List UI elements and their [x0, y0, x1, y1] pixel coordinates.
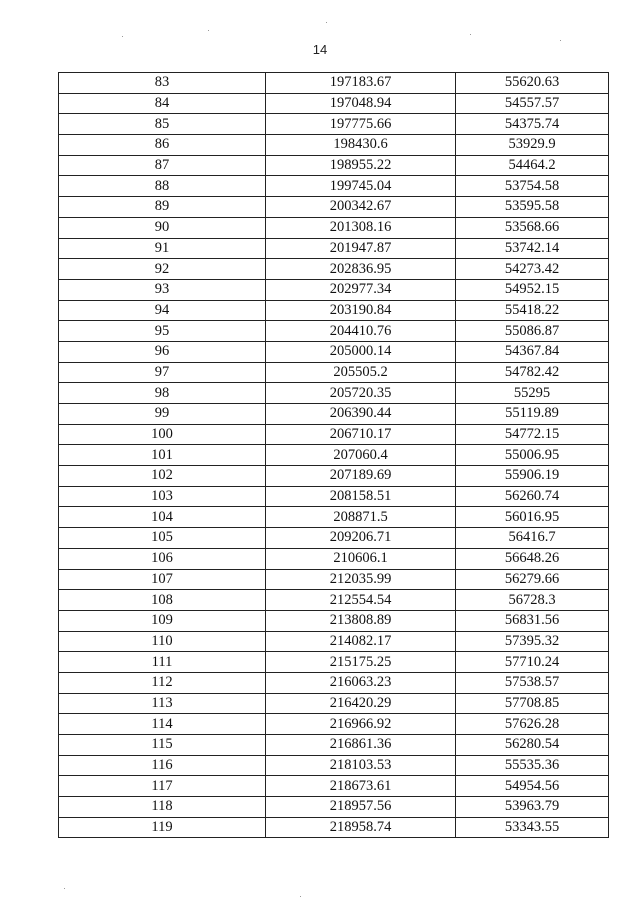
row-index-cell: 100	[59, 424, 266, 445]
first-value-cell: 218958.74	[266, 817, 456, 838]
row-index-cell: 88	[59, 176, 266, 197]
second-value-cell: 57710.24	[456, 652, 609, 673]
row-index-cell: 111	[59, 652, 266, 673]
row-index-cell: 116	[59, 755, 266, 776]
first-value-cell: 205000.14	[266, 341, 456, 362]
table-row	[59, 341, 609, 362]
first-value-cell: 209206.71	[266, 528, 456, 549]
first-value-cell: 200342.67	[266, 197, 456, 218]
second-value-cell: 54464.2	[456, 155, 609, 176]
second-value-cell: 56280.54	[456, 735, 609, 756]
first-value-cell: 207189.69	[266, 466, 456, 487]
row-index-cell: 86	[59, 135, 266, 156]
row-index-cell: 108	[59, 590, 266, 611]
second-value-cell: 53595.58	[456, 197, 609, 218]
row-index-cell: 83	[59, 73, 266, 94]
first-value-cell: 198430.6	[266, 135, 456, 156]
row-index-cell: 98	[59, 383, 266, 404]
first-value-cell: 201947.87	[266, 238, 456, 259]
first-value-cell: 212554.54	[266, 590, 456, 611]
second-value-cell: 54375.74	[456, 114, 609, 135]
row-index-cell: 104	[59, 507, 266, 528]
second-value-cell: 54782.42	[456, 362, 609, 383]
first-value-cell: 197775.66	[266, 114, 456, 135]
table-row	[59, 93, 609, 114]
second-value-cell: 57538.57	[456, 672, 609, 693]
first-value-cell: 216861.36	[266, 735, 456, 756]
row-index-cell: 96	[59, 341, 266, 362]
table-row	[59, 652, 609, 673]
second-value-cell: 53568.66	[456, 217, 609, 238]
first-value-cell: 216420.29	[266, 693, 456, 714]
table-row	[59, 693, 609, 714]
first-value-cell: 216966.92	[266, 714, 456, 735]
second-value-cell: 56016.95	[456, 507, 609, 528]
second-value-cell: 57395.32	[456, 631, 609, 652]
second-value-cell: 55295	[456, 383, 609, 404]
page-number: 14	[312, 42, 328, 57]
row-index-cell: 92	[59, 259, 266, 280]
table-row	[59, 259, 609, 280]
second-value-cell: 55620.63	[456, 73, 609, 94]
table-row	[59, 486, 609, 507]
second-value-cell: 56260.74	[456, 486, 609, 507]
second-value-cell: 53754.58	[456, 176, 609, 197]
table-row	[59, 735, 609, 756]
first-value-cell: 199745.04	[266, 176, 456, 197]
first-value-cell: 203190.84	[266, 300, 456, 321]
table-row	[59, 300, 609, 321]
second-value-cell: 54954.56	[456, 776, 609, 797]
first-value-cell: 212035.99	[266, 569, 456, 590]
scan-speck	[208, 30, 209, 31]
second-value-cell: 56416.7	[456, 528, 609, 549]
row-index-cell: 119	[59, 817, 266, 838]
table-row	[59, 672, 609, 693]
table-row	[59, 73, 609, 94]
first-value-cell: 216063.23	[266, 672, 456, 693]
row-index-cell: 110	[59, 631, 266, 652]
table-row	[59, 817, 609, 838]
row-index-cell: 93	[59, 279, 266, 300]
first-value-cell: 202977.34	[266, 279, 456, 300]
table-row	[59, 797, 609, 818]
table-row	[59, 197, 609, 218]
second-value-cell: 54952.15	[456, 279, 609, 300]
first-value-cell: 218103.53	[266, 755, 456, 776]
second-value-cell: 55006.95	[456, 445, 609, 466]
second-value-cell: 54273.42	[456, 259, 609, 280]
table-row	[59, 714, 609, 735]
scan-speck	[470, 34, 471, 35]
first-value-cell: 205720.35	[266, 383, 456, 404]
table-row	[59, 548, 609, 569]
first-value-cell: 213808.89	[266, 610, 456, 631]
table-row	[59, 217, 609, 238]
table-row	[59, 238, 609, 259]
table-row	[59, 466, 609, 487]
table-row	[59, 528, 609, 549]
first-value-cell: 204410.76	[266, 321, 456, 342]
table-row	[59, 569, 609, 590]
first-value-cell: 208158.51	[266, 486, 456, 507]
table-row	[59, 176, 609, 197]
first-value-cell: 210606.1	[266, 548, 456, 569]
second-value-cell: 55418.22	[456, 300, 609, 321]
second-value-cell: 56728.3	[456, 590, 609, 611]
row-index-cell: 107	[59, 569, 266, 590]
data-table	[58, 72, 609, 838]
table-row	[59, 114, 609, 135]
row-index-cell: 114	[59, 714, 266, 735]
second-value-cell: 53929.9	[456, 135, 609, 156]
table-row	[59, 279, 609, 300]
second-value-cell: 53963.79	[456, 797, 609, 818]
row-index-cell: 87	[59, 155, 266, 176]
first-value-cell: 218673.61	[266, 776, 456, 797]
scan-speck	[122, 36, 123, 37]
table-row	[59, 155, 609, 176]
second-value-cell: 56279.66	[456, 569, 609, 590]
table-row	[59, 383, 609, 404]
first-value-cell: 206390.44	[266, 404, 456, 425]
row-index-cell: 91	[59, 238, 266, 259]
table-row	[59, 631, 609, 652]
table-row	[59, 755, 609, 776]
row-index-cell: 105	[59, 528, 266, 549]
table-row	[59, 321, 609, 342]
first-value-cell: 205505.2	[266, 362, 456, 383]
table-row	[59, 610, 609, 631]
row-index-cell: 103	[59, 486, 266, 507]
row-index-cell: 102	[59, 466, 266, 487]
second-value-cell: 55906.19	[456, 466, 609, 487]
table-row	[59, 362, 609, 383]
row-index-cell: 84	[59, 93, 266, 114]
second-value-cell: 54772.15	[456, 424, 609, 445]
first-value-cell: 197183.67	[266, 73, 456, 94]
row-index-cell: 115	[59, 735, 266, 756]
first-value-cell: 206710.17	[266, 424, 456, 445]
first-value-cell: 214082.17	[266, 631, 456, 652]
first-value-cell: 215175.25	[266, 652, 456, 673]
scan-speck	[64, 888, 65, 889]
second-value-cell: 55086.87	[456, 321, 609, 342]
table-row	[59, 590, 609, 611]
second-value-cell: 53343.55	[456, 817, 609, 838]
scan-speck	[300, 896, 301, 897]
table-row	[59, 776, 609, 797]
row-index-cell: 109	[59, 610, 266, 631]
row-index-cell: 94	[59, 300, 266, 321]
second-value-cell: 57626.28	[456, 714, 609, 735]
row-index-cell: 118	[59, 797, 266, 818]
second-value-cell: 53742.14	[456, 238, 609, 259]
first-value-cell: 218957.56	[266, 797, 456, 818]
first-value-cell: 207060.4	[266, 445, 456, 466]
second-value-cell: 56648.26	[456, 548, 609, 569]
row-index-cell: 99	[59, 404, 266, 425]
first-value-cell: 202836.95	[266, 259, 456, 280]
row-index-cell: 101	[59, 445, 266, 466]
table-row	[59, 445, 609, 466]
second-value-cell: 57708.85	[456, 693, 609, 714]
row-index-cell: 112	[59, 672, 266, 693]
row-index-cell: 113	[59, 693, 266, 714]
second-value-cell: 55535.36	[456, 755, 609, 776]
table-row	[59, 135, 609, 156]
first-value-cell: 201308.16	[266, 217, 456, 238]
row-index-cell: 89	[59, 197, 266, 218]
row-index-cell: 106	[59, 548, 266, 569]
row-index-cell: 95	[59, 321, 266, 342]
second-value-cell: 56831.56	[456, 610, 609, 631]
first-value-cell: 208871.5	[266, 507, 456, 528]
first-value-cell: 197048.94	[266, 93, 456, 114]
row-index-cell: 85	[59, 114, 266, 135]
row-index-cell: 117	[59, 776, 266, 797]
table-row	[59, 424, 609, 445]
row-index-cell: 97	[59, 362, 266, 383]
scan-speck	[560, 40, 561, 41]
row-index-cell: 90	[59, 217, 266, 238]
second-value-cell: 54367.84	[456, 341, 609, 362]
second-value-cell: 55119.89	[456, 404, 609, 425]
second-value-cell: 54557.57	[456, 93, 609, 114]
table-body	[59, 73, 609, 838]
table-row	[59, 507, 609, 528]
first-value-cell: 198955.22	[266, 155, 456, 176]
table-row	[59, 404, 609, 425]
scan-speck	[326, 22, 327, 23]
